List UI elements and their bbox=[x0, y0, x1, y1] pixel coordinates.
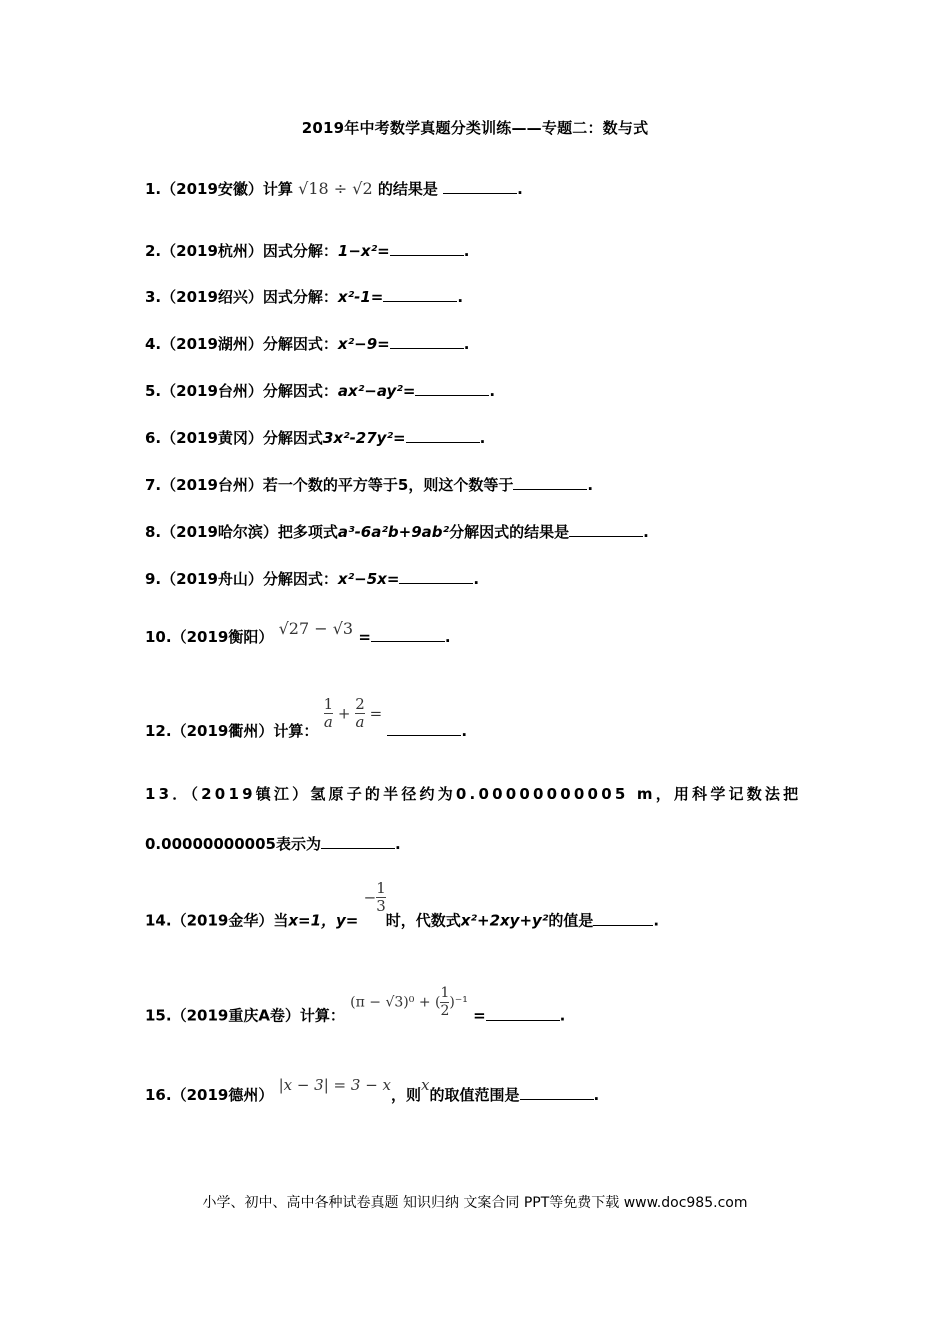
question-12-math: $\frac{1}{a}$ + $\frac{2}{a}$ = bbox=[323, 695, 383, 731]
question-4-expr: x²−9= bbox=[337, 335, 390, 353]
question-14 bbox=[145, 880, 659, 931]
question-15-math-part-1: (π − √3)⁰ + ( bbox=[350, 994, 441, 1011]
question-5-expr: ax²−ay²= bbox=[337, 382, 416, 400]
question-14-x: x=1， bbox=[288, 911, 337, 930]
question-8-expr: a³-6a²b+9ab² bbox=[337, 523, 450, 541]
question-13-line-2 bbox=[145, 833, 401, 854]
period: . bbox=[463, 242, 470, 260]
question-8-label: 8.（2019哈尔滨）把多项式 bbox=[145, 523, 338, 541]
answer-blank[interactable] bbox=[387, 721, 461, 736]
question-2-label: 2.（2019杭州）因式分解： bbox=[145, 242, 338, 260]
answer-blank[interactable] bbox=[399, 569, 473, 584]
answer-blank[interactable] bbox=[321, 834, 395, 849]
question-14-y: y= bbox=[336, 911, 359, 930]
question-12 bbox=[145, 696, 467, 741]
question-6-label: 6.（2019黄冈）分解因式 bbox=[145, 429, 323, 447]
question-15 bbox=[145, 985, 565, 1026]
question-10-math: √27 − √3 bbox=[278, 619, 354, 638]
question-3 bbox=[145, 286, 463, 307]
question-5 bbox=[145, 380, 495, 401]
question-6-expr: 3x²-27y²= bbox=[322, 429, 406, 447]
question-1-tail: 的结果是 bbox=[377, 180, 438, 198]
period: . bbox=[593, 1086, 600, 1104]
question-2 bbox=[145, 240, 469, 261]
period: . bbox=[489, 382, 496, 400]
answer-blank[interactable] bbox=[520, 1085, 594, 1100]
question-1 bbox=[145, 178, 523, 199]
question-4 bbox=[145, 333, 469, 354]
fraction-2-over-a: $\frac{2}{a}$ bbox=[355, 695, 365, 731]
question-16-tail: ，则 bbox=[391, 1086, 422, 1104]
footer-text: 小学、初中、高中各种试卷真题 知识归纳 文案合同 PPT等免费下载 www.doc985.com bbox=[202, 1195, 748, 1211]
fraction-1-over-a: $\frac{1}{a}$ bbox=[323, 695, 334, 731]
answer-blank[interactable] bbox=[371, 627, 445, 642]
question-14-fraction: − $\frac{1}{3}$ bbox=[363, 879, 386, 915]
question-6 bbox=[145, 427, 485, 448]
question-12-label: 12.（2019衢州）计算： bbox=[145, 722, 319, 740]
question-7-label: 7.（2019台州）若一个数的平方等于5，则这个数等于 bbox=[145, 476, 514, 494]
period: . bbox=[457, 288, 464, 306]
question-9-label: 9.（2019舟山）分解因式： bbox=[145, 570, 338, 588]
question-14-tail: 时，代数式 bbox=[385, 911, 461, 930]
question-15-tail: = bbox=[473, 1006, 486, 1025]
answer-blank[interactable] bbox=[390, 334, 464, 349]
period: . bbox=[479, 429, 486, 447]
answer-blank[interactable] bbox=[486, 1006, 560, 1021]
question-15-label: 15.（2019重庆A卷）计算： bbox=[145, 1006, 345, 1025]
answer-blank[interactable] bbox=[406, 428, 480, 443]
answer-blank[interactable] bbox=[593, 911, 653, 926]
question-1-label: 1.（2019安徽）计算 bbox=[145, 180, 293, 198]
period: . bbox=[517, 180, 523, 198]
period: . bbox=[587, 476, 594, 494]
period: . bbox=[653, 911, 660, 930]
period: . bbox=[461, 722, 468, 740]
period: . bbox=[559, 1006, 566, 1025]
period: . bbox=[463, 335, 470, 353]
question-16-var: x bbox=[421, 1076, 430, 1094]
question-4-label: 4.（2019湖州）分解因式： bbox=[145, 335, 338, 353]
question-15-math-part-2: )⁻¹ bbox=[449, 994, 468, 1011]
question-7 bbox=[145, 474, 593, 495]
question-8-tail: 分解因式的结果是 bbox=[449, 523, 570, 541]
question-1-math: √18 ÷ √2 bbox=[298, 179, 373, 198]
answer-blank[interactable] bbox=[513, 475, 587, 490]
question-5-label: 5.（2019台州）分解因式： bbox=[145, 382, 338, 400]
period: . bbox=[444, 628, 451, 646]
question-16-label: 16.（2019德州） bbox=[145, 1086, 274, 1104]
question-13-label: 0.00000000005表示为 bbox=[145, 835, 321, 853]
period: . bbox=[394, 835, 401, 853]
question-15-math: (π − √3)⁰ + ( $\frac{1}{2}$ )⁻¹ bbox=[350, 985, 468, 1019]
question-10 bbox=[145, 619, 451, 647]
question-9-expr: x²−5x= bbox=[337, 570, 400, 588]
answer-blank[interactable] bbox=[443, 179, 517, 194]
question-10-tail: = bbox=[358, 628, 371, 646]
question-16-math: |x − 3| = 3 − x bbox=[278, 1076, 391, 1094]
question-3-label: 3.（2019绍兴）因式分解： bbox=[145, 288, 338, 306]
answer-blank[interactable] bbox=[569, 522, 643, 537]
answer-blank[interactable] bbox=[390, 241, 464, 256]
period: . bbox=[643, 523, 649, 541]
question-8 bbox=[145, 521, 649, 542]
question-9 bbox=[145, 568, 479, 589]
page-title: 2019年中考数学真题分类训练——专题二：数与式 bbox=[301, 119, 649, 137]
answer-blank[interactable] bbox=[415, 381, 489, 396]
question-13-line-1: 13．（2019镇江）氢原子的半径约为0.00000000005 m，用科学记数法把 bbox=[145, 785, 802, 803]
question-16-tail2: 的取值范围是 bbox=[429, 1086, 520, 1104]
answer-blank[interactable] bbox=[383, 287, 457, 302]
question-14-tail2: 的值是 bbox=[548, 911, 594, 930]
period: . bbox=[473, 570, 480, 588]
question-10-label: 10.（2019衡阳） bbox=[145, 628, 274, 646]
question-14-expr: x²+2xy+y² bbox=[460, 911, 549, 930]
question-2-expr: 1−x²= bbox=[337, 242, 390, 260]
question-16 bbox=[145, 1076, 600, 1105]
question-3-expr: x²-1= bbox=[337, 288, 384, 306]
question-14-label: 14.（2019金华）当 bbox=[145, 911, 289, 930]
